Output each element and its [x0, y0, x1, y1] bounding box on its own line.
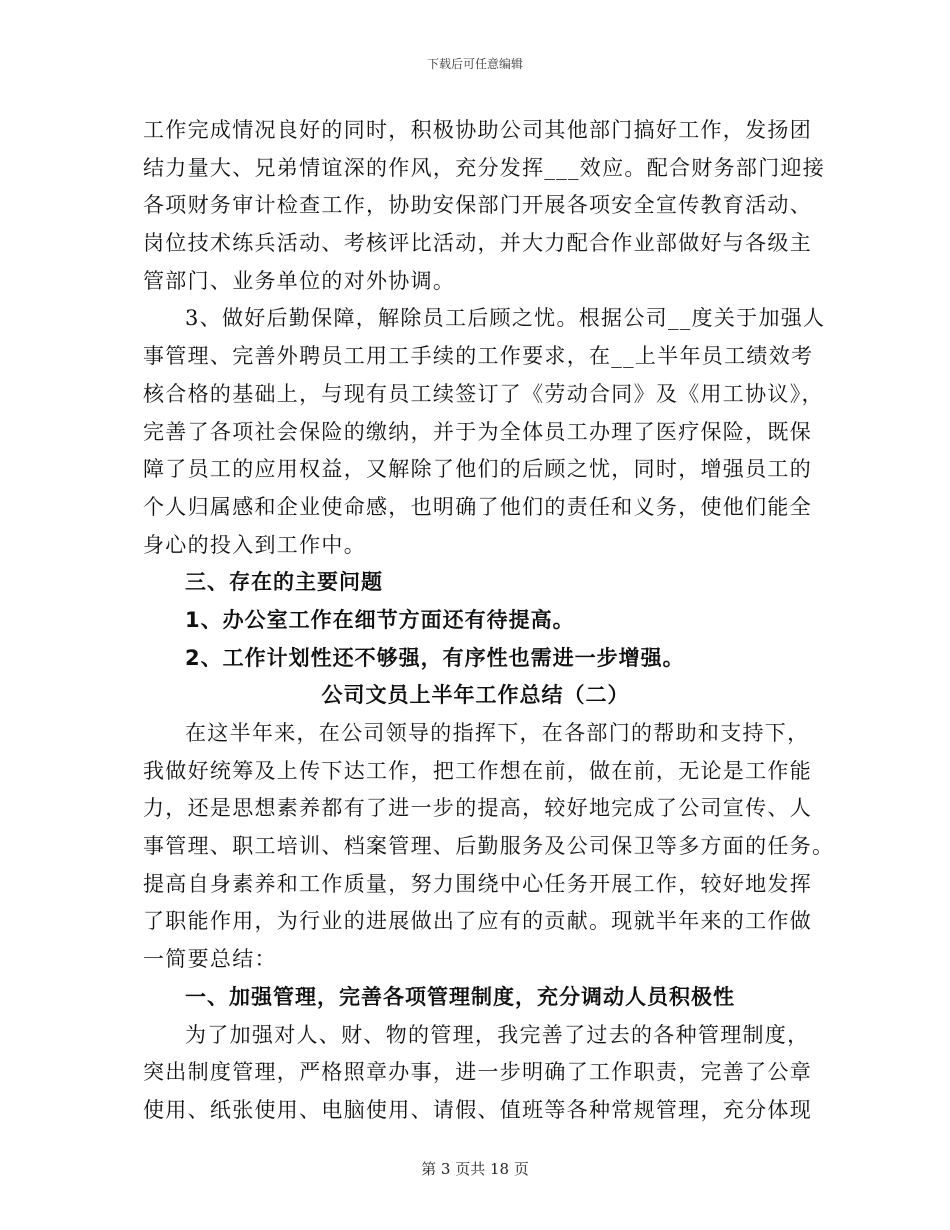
- paragraph-line: 结力量大、兄弟情谊深的作风，充分发挥___效应。配合财务部门迎接: [143, 155, 826, 180]
- paragraph-line: 突出制度管理，严格照章办事，进一步明确了工作职责，完善了公章: [143, 1060, 812, 1085]
- paragraph-line: 事管理、完善外聘员工用工手续的工作要求，在__上半年员工绩效考: [143, 344, 814, 369]
- paragraph-line: 3、做好后勤保障，解除员工后顾之忧。根据公司__度关于加强人: [185, 306, 826, 331]
- paragraph-line: 各项财务审计检查工作，协助安保部门开展各项安全宣传教育活动、: [143, 193, 812, 218]
- paragraph-line: 在这半年来，在公司领导的指挥下，在各部门的帮助和支持下，: [185, 721, 810, 745]
- section-heading: 公司文员上半年工作总结（二）: [321, 683, 630, 708]
- paragraph-line: 核合格的基础上，与现有员工续签订了《劳动合同》及《用工协议》，: [143, 381, 824, 406]
- paragraph-line: 障了员工的应用权益，又解除了他们的后顾之忧，同时，增强员工的: [143, 457, 812, 482]
- paragraph-line: 使用、纸张使用、电脑使用、请假、值班等各种常规管理，充分体现: [143, 1097, 812, 1122]
- paragraph-line: 一简要总结：: [143, 947, 277, 972]
- page-footer: 第 3 页共 18 页: [421, 1160, 529, 1178]
- paragraph-line: 个人归属感和企业使命感，也明确了他们的责任和义务，使他们能全: [143, 494, 812, 519]
- paragraph-line: 岗位技术练兵活动、考核评比活动，并大力配合作业部做好与各级主: [143, 231, 812, 256]
- section-heading: 2、工作计划性还不够强，有序性也需进一步增强。: [185, 645, 685, 670]
- paragraph-line: 工作完成情况良好的同时，积极协助公司其他部门搞好工作，发扬团: [143, 118, 812, 142]
- paragraph-line: 提高自身素养和工作质量，努力围绕中心任务开展工作，较好地发挥: [143, 871, 812, 896]
- paragraph-line: 事管理、职工培训、档案管理、后勤服务及公司保卫等多方面的任务。: [143, 834, 835, 859]
- paragraph-line: 力，还是思想素养都有了进一步的提高，较好地完成了公司宣传、人: [143, 796, 812, 821]
- paragraph-line: 完善了各项社会保险的缴纳，并于为全体员工办理了医疗保险，既保: [143, 419, 812, 444]
- section-heading: 1、办公室工作在细节方面还有待提高。: [185, 607, 575, 632]
- paragraph-line: 为了加强对人、财、物的管理，我完善了过去的各种管理制度，: [185, 1022, 810, 1047]
- paragraph-line: 管部门、业务单位的对外协调。: [143, 268, 456, 293]
- document-body: [143, 112, 835, 1130]
- section-heading: 三、存在的主要问题: [185, 570, 383, 595]
- section-heading: 一、加强管理，完善各项管理制度，充分调动人员积极性: [185, 984, 735, 1009]
- paragraph-line: 了职能作用，为行业的进展做出了应有的贡献。现就半年来的工作做: [143, 909, 812, 934]
- paragraph-line: 身心的投入到工作中。: [143, 532, 366, 557]
- page-header: 下载后可任意编辑: [426, 57, 523, 71]
- paragraph-line: 我做好统筹及上传下达工作，把工作想在前，做在前，无论是工作能: [143, 758, 812, 783]
